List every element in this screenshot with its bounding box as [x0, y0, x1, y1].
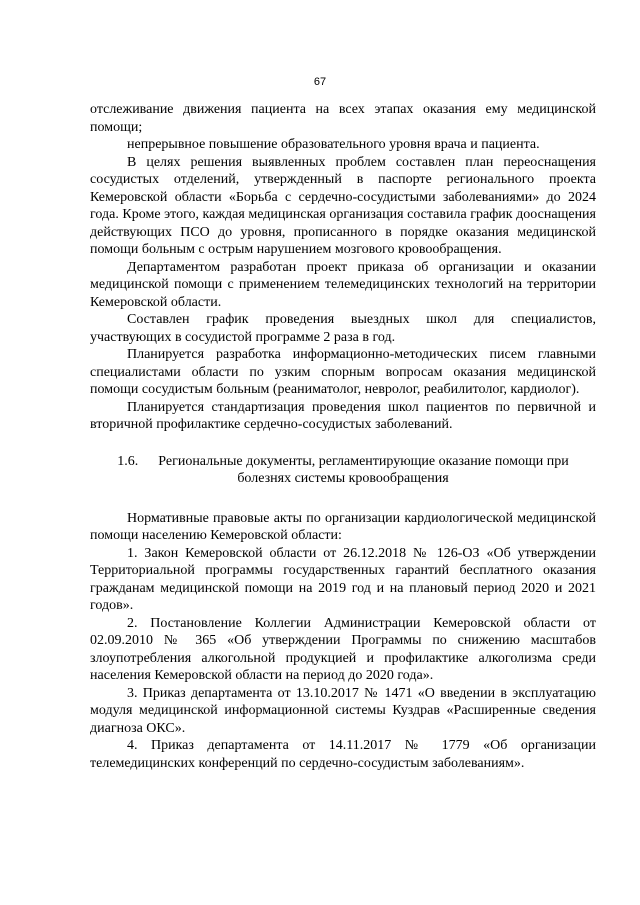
- paragraph: Нормативные правовые акты по организации кардиологической медицинской помощи населению Кемеровской области:: [90, 510, 596, 543]
- paragraph: Составлен график проведения выездных школ для специалистов, участвующих в сосудистой программе 2 раза в год.: [90, 312, 596, 345]
- paragraph: Планируется стандартизация проведения школ пациентов по первичной и вторичной профилактике сердечно-сосудистых заболеваний.: [90, 399, 596, 432]
- section-title: Региональные документы, регламентирующие оказание помощи при болезнях системы кровообращения: [158, 453, 569, 486]
- section-number: 1.6.: [117, 453, 139, 469]
- paragraphs-after-section: [90, 510, 596, 773]
- section-heading: [90, 453, 596, 488]
- paragraph: непрерывное повышение образовательного уровня врача и пациента.: [127, 137, 540, 152]
- paragraph: 3. Приказ департамента от 13.10.2017 № 1471 «О введении в эксплуатацию модуля медицинской информационной системы Куздрав «Расширенные сведения диагноза ОКС».: [90, 685, 596, 736]
- paragraph: Планируется разработка информационно-методических писем главными специалистами области по узким спорным вопросам оказания медицинской помощи сосудистым больным (реаниматолог, невролог, реабилитолог, кардиолог).: [90, 347, 596, 397]
- paragraph: В целях решения выявленных проблем составлен план переоснащения сосудистых отделений, утвержденный в паспорте регионального проекта Кемеровской области «Борьба с сердечно-сосудистыми заболеваниями» до 2024 года. Кроме этого, каждая медицинская организация составила график дооснащения действующих ПСО до уровня, прописанного в порядке оказания медицинской помощи больным с острым нарушением мозгового кровообращения.: [90, 154, 596, 257]
- page-number: 67: [313, 76, 327, 88]
- document-body: [90, 101, 596, 772]
- paragraphs-before-section: [90, 101, 596, 434]
- paragraph: отслеживание движения пациента на всех этапах оказания ему медицинской помощи;: [90, 102, 596, 135]
- paragraph: 4. Приказ департамента от 14.11.2017 № 1779 «Об организации телемедицинских конференций по сердечно-сосудистым заболеваниям».: [90, 738, 596, 771]
- paragraph: 1. Закон Кемеровской области от 26.12.2018 № 126-ОЗ «Об утверждении Территориальной программы государственных гарантий бесплатного оказания гражданам медицинской помощи на 2019 год и на плановый период 2020 и 2021 годов».: [90, 545, 596, 613]
- paragraph: Департаментом разработан проект приказа об организации и оказании медицинской помощи с применением телемедицинских технологий на территории Кемеровской области.: [90, 259, 596, 310]
- paragraph: 2. Постановление Коллегии Администрации Кемеровской области от 02.09.2010 № 365 «Об утверждении Программы по снижению масштабов злоупотребления алкогольной продукцией и профилактике алкоголизма среди населения Кемеровской области на период до 2020 года».: [90, 615, 596, 683]
